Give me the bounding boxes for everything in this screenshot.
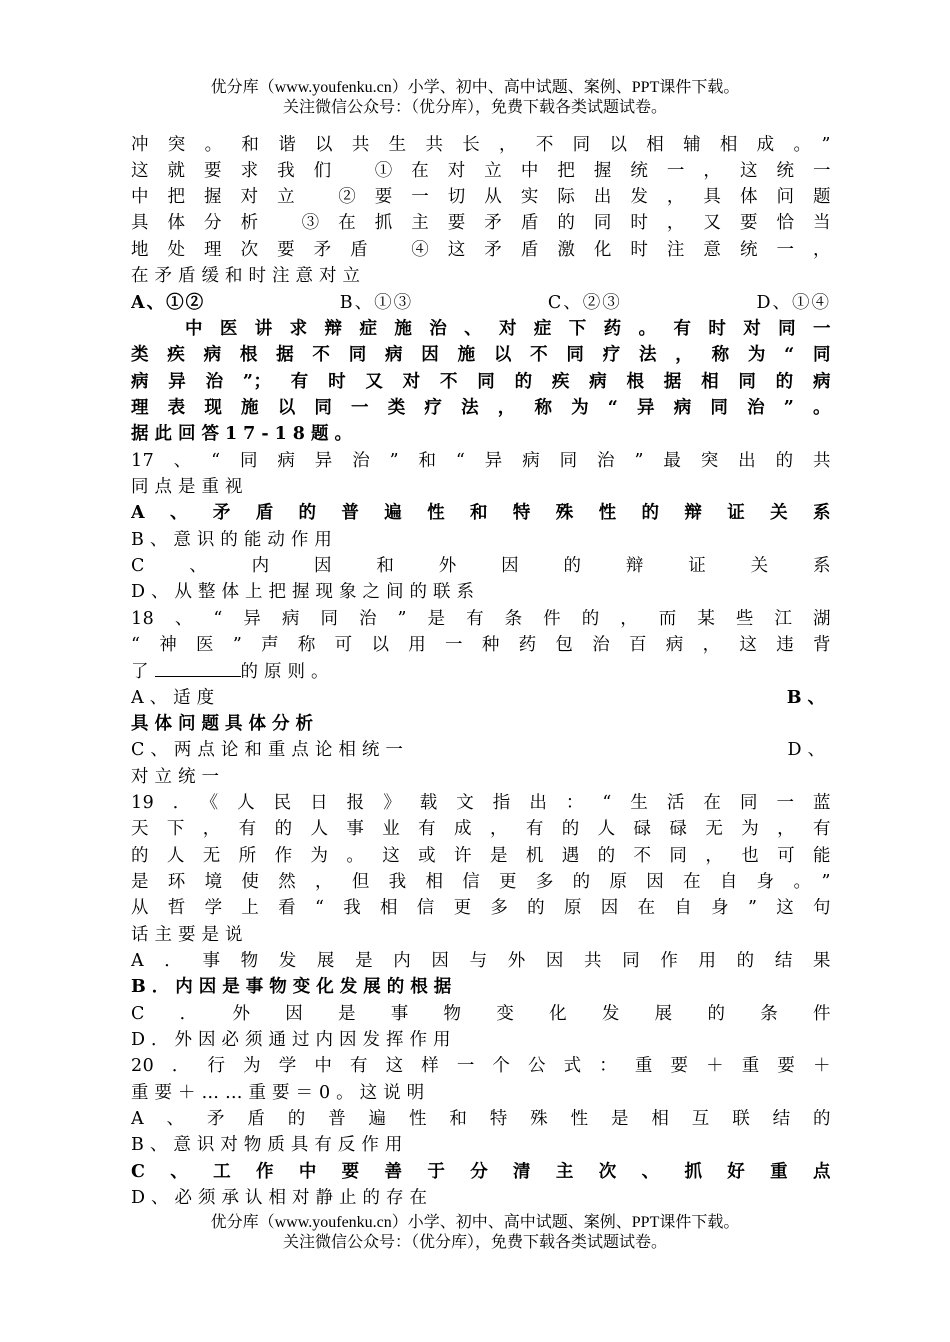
q19-option-a: A．事物发展是内因与外因共同作用的结果: [131, 951, 831, 971]
q16-line-6: 在矛盾缓和时注意对立: [131, 266, 366, 286]
answer-blank: [155, 658, 241, 677]
passage-line-3: 病异治”；有时又对不同的疾病根据相同的病: [131, 372, 831, 392]
q20-option-d: D、必须承认相对静止的存在: [131, 1188, 434, 1208]
q19-line-2: 天下，有的人事业有成，有的人碌碌无为，有: [131, 819, 831, 839]
q19-line-6: 话主要是说: [131, 925, 249, 945]
q18-option-c: C、两点论和重点论相统一: [131, 740, 409, 760]
q16-line-3: 中把握对立 ②要一切从实际出发，具体问题: [131, 187, 831, 207]
q18-options-row-2: [131, 737, 831, 763]
q16-line-2: 这就要求我们 ①在对立中把握统一，这统一: [131, 161, 831, 181]
q17-option-a: A、矛盾的普遍性和特殊性的辩证关系: [131, 503, 831, 523]
q20-option-a: A、矛盾的普遍性和特殊性是相互联结的: [131, 1109, 831, 1129]
page-header: [0, 78, 950, 118]
q19-line-5: 从哲学上看“我相信更多的原因在自身”这句: [131, 898, 831, 918]
q16-line-5: 地处理次要矛盾 ④这矛盾激化时注意统一，: [131, 240, 831, 260]
footer-line-1: 优分库（www.youfenku.cn）小学、初中、高中试题、案例、PPT课件下载。: [210, 1214, 740, 1231]
q17-line-2: 同点是重视: [131, 477, 249, 497]
q20-line-2: 重要＋……重要＝0。这说明: [131, 1083, 431, 1103]
q16-line-4: 具体分析 ③在抓主要矛盾的同时，又要恰当: [131, 213, 831, 233]
passage-line-1: 中医讲求辩症施治、对症下药。有时对同一: [185, 319, 831, 339]
footer-line-2: 关注微信公众号：（优分库），免费下载各类试题试卷。: [282, 1234, 667, 1251]
q19-option-d: D．外因必须通过内因发挥作用: [131, 1030, 457, 1050]
page-footer: [0, 1213, 950, 1253]
q19-line-1: 19．《人民日报》载文指出：“生活在同一蓝: [131, 793, 831, 813]
q18-options-row-1: [131, 685, 831, 711]
q19-line-4: 是环境使然，但我相信更多的原因在自身。”: [131, 872, 831, 892]
q16-option-b: B、①③: [339, 293, 414, 313]
q20-option-c: C、工作中要善于分清主次、抓好重点: [131, 1162, 831, 1182]
q17-option-c: C、内因和外因的辩证关系: [131, 556, 831, 576]
q18-line-1: 18、“异病同治”是有条件的，而某些江湖: [131, 609, 831, 629]
q18-option-d-text: 对立统一: [131, 767, 225, 787]
q19-option-b: B．内因是事物变化发展的根据: [131, 977, 458, 997]
passage-line-4: 理表现施以同一类疗法，称为“异病同治”。: [131, 398, 831, 418]
q19-option-c: C．外因是事物变化发展的条件: [131, 1004, 831, 1024]
q17-option-d: D、从整体上把握现象之间的联系: [131, 582, 481, 602]
q18-line-3: [131, 658, 831, 684]
header-line-2: 关注微信公众号：（优分库），免费下载各类试题试卷。: [282, 99, 667, 116]
passage-line-2: 类疾病根据不同病因施以不同疗法，称为“同: [131, 345, 831, 365]
passage-line-5: 据此回答17-18题。: [131, 424, 358, 444]
q18-option-b-text: 具体问题具体分析: [131, 714, 319, 734]
header-line-1: 优分库（www.youfenku.cn）小学、初中、高中试题、案例、PPT课件下载。: [210, 79, 740, 96]
q16-options: [131, 290, 831, 316]
q18-option-b-head: B、: [786, 688, 831, 708]
q18-line-2: “神医”声称可以用一种药包治百病，这违背: [131, 635, 831, 655]
q16-option-d: D、①④: [756, 293, 831, 313]
q17-option-b: B、意识的能动作用: [131, 530, 338, 550]
q18-line-3-pre: 了: [131, 662, 155, 682]
q18-option-a: A、适度: [131, 688, 221, 708]
q19-line-3: 的人无所作为。这或许是机遇的不同，也可能: [131, 846, 831, 866]
q18-line-3-post: 的原则。: [240, 662, 335, 682]
q16-option-c: C、②③: [547, 293, 622, 313]
q16-line-1: 冲突。和谐以共生共长，不同以相辅相成。”: [131, 135, 831, 155]
q17-line-1: 17、“同病异治”和“异病同治”最突出的共: [131, 451, 831, 471]
q20-option-b: B、意识对物质具有反作用: [131, 1135, 409, 1155]
q20-line-1: 20．行为学中有这样一个公式：重要＋重要＋: [131, 1056, 831, 1076]
q16-option-a: A、①②: [131, 293, 206, 313]
q18-option-d-head: D、: [787, 740, 831, 760]
